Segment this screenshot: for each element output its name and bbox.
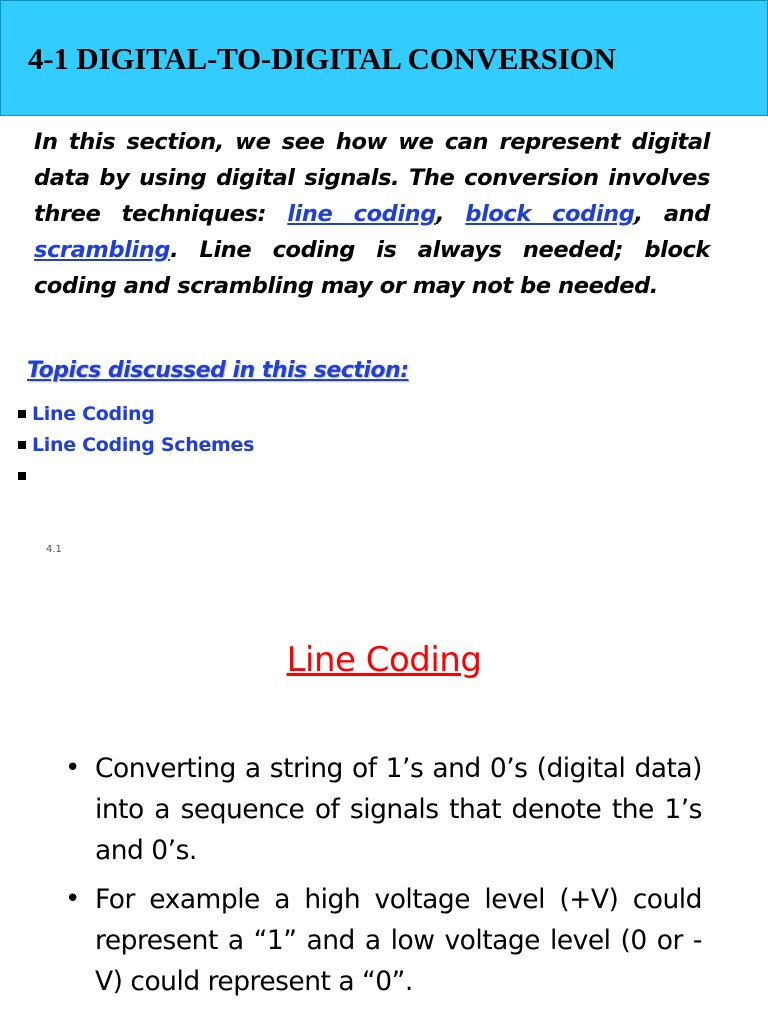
link-scrambling[interactable]: scrambling (34, 237, 171, 263)
link-line-coding[interactable]: line coding (287, 201, 436, 227)
topic-item[interactable] (18, 398, 254, 429)
bullet-item (60, 879, 702, 1002)
bullet-dot-icon: • (65, 753, 80, 783)
bullet-item (60, 748, 702, 871)
bullet-dot-icon: • (65, 884, 80, 914)
slide-title: Line Coding (286, 640, 482, 680)
slide-title: 4-1 DIGITAL-TO-DIGITAL CONVERSION (28, 41, 616, 76)
topic-label: Line Coding Schemes (32, 433, 255, 456)
bullet-list (60, 748, 702, 1010)
topic-label: Line Coding (32, 402, 155, 425)
title-bar (0, 0, 768, 116)
intro-text-2: . Line coding is always needed; block coding and scrambling may or may not be needed. (34, 237, 710, 299)
intro-paragraph (34, 124, 710, 304)
slide-line-coding (0, 576, 768, 1024)
square-bullet-icon (18, 472, 26, 480)
square-bullet-icon (18, 441, 26, 449)
bullet-text: For example a high voltage level (+V) could represent a “1” and a low voltage level (0 or -V) could represent a “0”. (95, 884, 702, 997)
bullet-text: Converting a string of 1’s and 0’s (digital data) into a sequence of signals that denote the 1’s and 0’s. (95, 753, 702, 866)
intro-sep-1: , (435, 201, 466, 227)
topics-heading: Topics discussed in this section: (27, 358, 409, 383)
topic-item (18, 460, 254, 491)
topics-list (18, 398, 254, 491)
topic-item[interactable] (18, 429, 254, 460)
page-number: 4.1 (46, 544, 62, 555)
intro-sep-2: , and (634, 201, 710, 227)
square-bullet-icon (18, 410, 26, 418)
link-block-coding[interactable]: block coding (465, 201, 635, 227)
intro-text-1: In this section, we see how we can represent digital data by using digital signals. The conversion involves three techniques: (34, 129, 710, 227)
